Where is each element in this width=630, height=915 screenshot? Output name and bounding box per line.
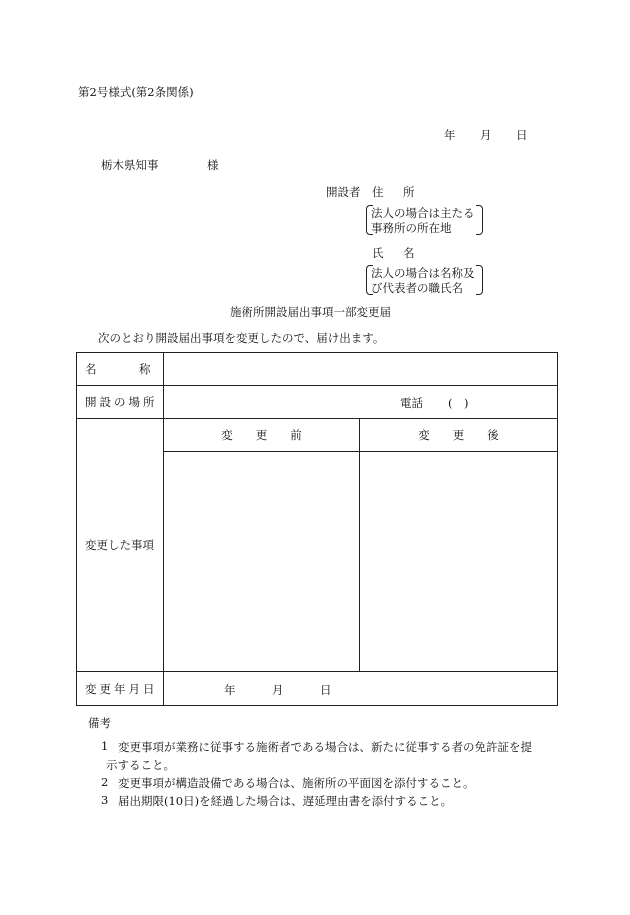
- location-row: [77, 386, 558, 419]
- note-3-text: 届出期限(10日)を経過した場合は、遅延理由書を添付すること。: [118, 794, 453, 808]
- addressee-name: 栃木県知事: [101, 158, 159, 172]
- before-after-header-row: [77, 419, 558, 452]
- name-label: 氏 名: [372, 246, 419, 260]
- address-note-right-bracket: [476, 205, 483, 235]
- address-note-line-1: 法人の場合は主たる: [371, 206, 475, 220]
- addressee-honorific: 様: [207, 158, 219, 172]
- changed-items-label-cell: [77, 419, 164, 672]
- after-content-cell[interactable]: [360, 452, 558, 672]
- change-form-table: [76, 352, 558, 706]
- change-date-label: 変更年月日: [85, 681, 158, 696]
- name-note-line-2: び代表者の職氏名: [371, 281, 463, 295]
- document-title: 施術所開設届出事項一部変更届: [230, 305, 391, 319]
- change-date-row: [77, 672, 558, 706]
- intro-text: 次のとおり開設届出事項を変更したので、届け出ます。: [98, 331, 385, 345]
- name-input-cell[interactable]: [164, 353, 558, 386]
- name-row-label: 名 称: [85, 362, 153, 376]
- note-1-number: 1: [101, 739, 109, 753]
- location-input-cell[interactable]: [164, 386, 558, 419]
- change-date-label-cell: [77, 672, 164, 706]
- name-note-right-bracket: [476, 265, 483, 295]
- changed-items-label: 変更した事項: [85, 538, 154, 552]
- note-1-continuation: 示すること。: [106, 758, 175, 772]
- change-date-day: 日: [320, 683, 332, 697]
- name-row: [77, 353, 558, 386]
- notes-heading: 備考: [88, 716, 111, 730]
- note-2-text: 変更事項が構造設備である場合は、施術所の平面図を添付すること。: [118, 776, 475, 790]
- note-3-number: 3: [101, 793, 109, 807]
- form-number-label: 第2号様式(第2条関係): [78, 85, 194, 99]
- change-date-year: 年: [224, 683, 236, 697]
- date-year-label: 年: [444, 128, 456, 142]
- before-content-cell[interactable]: [164, 452, 360, 672]
- phone-label: 電話: [400, 396, 423, 410]
- location-label: 開設の場所: [85, 395, 158, 409]
- after-header-cell: [360, 419, 558, 452]
- name-label-cell: [77, 353, 164, 386]
- before-header: 変 更 前: [221, 428, 302, 442]
- date-day-label: 日: [516, 128, 528, 142]
- note-1-text: 変更事項が業務に従事する施術者である場合は、新たに従事する者の免許証を提: [118, 740, 532, 754]
- after-header: 変 更 後: [418, 428, 499, 442]
- name-note-line-1: 法人の場合は名称及: [371, 266, 475, 280]
- before-header-cell: [164, 419, 360, 452]
- location-label-cell: [77, 386, 164, 419]
- phone-parens: ( ): [448, 396, 469, 410]
- address-note-line-2: 事務所の所在地: [371, 221, 452, 235]
- change-date-input-cell[interactable]: [164, 672, 558, 706]
- date-month-label: 月: [480, 128, 492, 142]
- change-date-month: 月: [272, 683, 284, 697]
- note-2-number: 2: [101, 775, 109, 789]
- address-label: 住 所: [372, 185, 419, 199]
- applicant-role: 開設者: [326, 185, 361, 199]
